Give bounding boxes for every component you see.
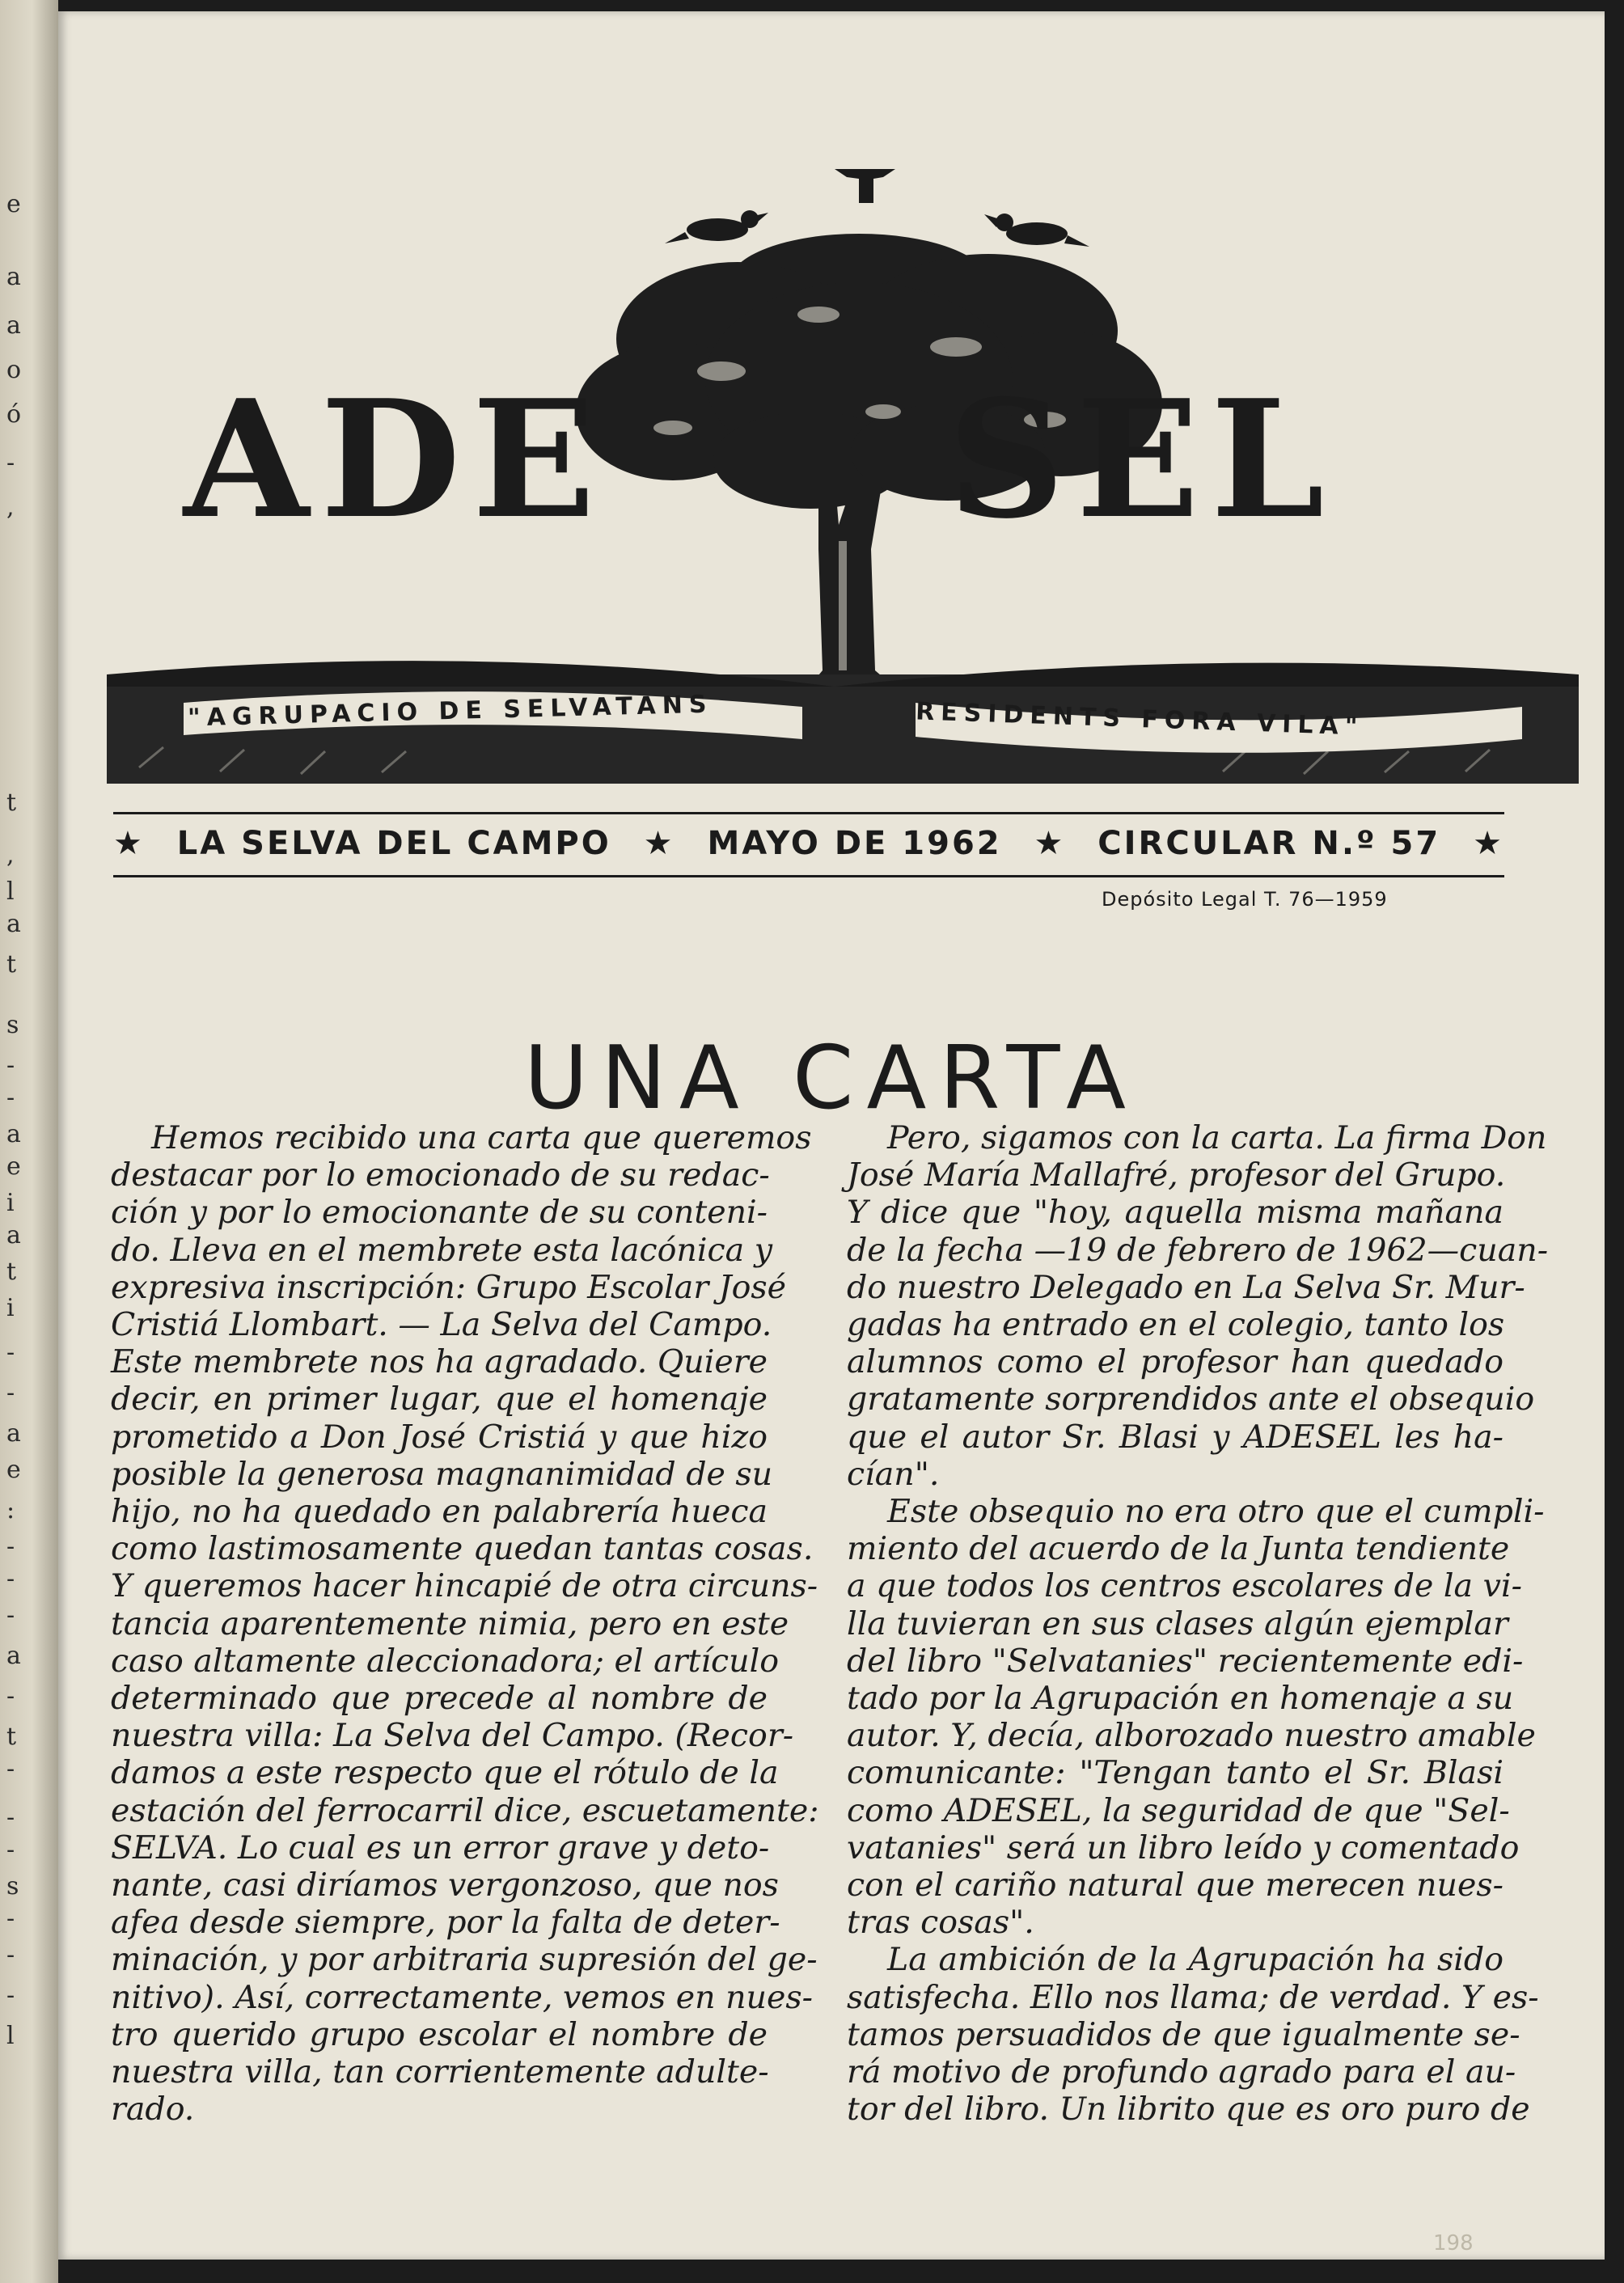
spine-letter: - bbox=[6, 1084, 15, 1112]
text-line: expresiva inscripción: Grupo Escolar José bbox=[111, 1268, 787, 1306]
star-icon: ★ bbox=[1034, 825, 1066, 862]
text-line: como ADESEL, la seguridad de que "Sel- bbox=[847, 1791, 1510, 1829]
article-title: UNA CARTA bbox=[524, 1028, 1139, 1130]
text-line: do. Lleva en el membrete esta lacónica y bbox=[111, 1231, 773, 1269]
text-line: autor. Y, decía, alborozado nuestro amable bbox=[847, 1717, 1536, 1755]
deposito-legal: Depósito Legal T. 76—1959 bbox=[1102, 888, 1388, 911]
spine-letter: e bbox=[6, 1152, 21, 1181]
spine-letter: t bbox=[6, 788, 17, 817]
text-line: damos a este respecto que el rótulo de la bbox=[111, 1754, 779, 1792]
text-line: como lastimosamente quedan tantas cosas. bbox=[111, 1530, 814, 1568]
text-line: Este obsequio no era otro que el cumpli- bbox=[887, 1493, 1545, 1531]
text-line: satisfecha. Ello nos llama; de verdad. Y es- bbox=[847, 1978, 1539, 2016]
text-line: cían". bbox=[847, 1455, 940, 1493]
spine-letter: - bbox=[6, 449, 15, 477]
text-line: nitivo). Así, correctamente, vemos en nues- bbox=[111, 1978, 813, 2016]
spine-letter: a bbox=[6, 1642, 21, 1670]
text-line: destacar por lo emocionado de su redac- bbox=[111, 1156, 770, 1194]
spine-letter: - bbox=[6, 1533, 15, 1561]
text-line: afea desde siempre, por la falta de deter- bbox=[111, 1904, 780, 1942]
text-line: Y dice que "hoy, aquella misma mañana bbox=[847, 1194, 1503, 1232]
tree-trunk bbox=[802, 476, 903, 695]
band-text-left: "AGRUPACIO DE SELVATANS bbox=[187, 690, 713, 733]
spine-letter: e bbox=[6, 190, 21, 218]
text-line: tor del libro. Un librito que es oro puro de bbox=[847, 2091, 1530, 2129]
text-line: nante, casi diríamos vergonzoso, que nos bbox=[111, 1867, 779, 1905]
spine-letter: : bbox=[6, 1496, 15, 1524]
text-line: miento del acuerdo de la Junta tendiente bbox=[847, 1530, 1510, 1568]
spine-letter: - bbox=[6, 1905, 15, 1933]
spine-letter: - bbox=[6, 1682, 15, 1710]
text-line: que el autor Sr. Blasi y ADESEL les ha- bbox=[847, 1418, 1503, 1456]
masthead-rule-bottom bbox=[113, 875, 1504, 877]
spine-letter: l bbox=[6, 2022, 15, 2050]
text-line: nuestra villa: La Selva del Campo. (Recor- bbox=[111, 1717, 794, 1755]
text-line: Este membrete nos ha agradado. Quiere bbox=[111, 1343, 768, 1381]
text-line: tro querido grupo escolar el nombre de bbox=[111, 2015, 768, 2053]
text-line: caso altamente aleccionadora; el artículo bbox=[111, 1642, 780, 1680]
spine-letter: a bbox=[6, 311, 21, 340]
page-number: 198 bbox=[1433, 2231, 1474, 2256]
spine-letter: a bbox=[6, 1221, 21, 1249]
text-line: determinado que precede al nombre de bbox=[111, 1680, 768, 1718]
adjacent-page-text bbox=[0, 0, 32, 2283]
text-line: Y queremos hacer hincapié de otra circuns- bbox=[111, 1567, 818, 1605]
spine-letter: - bbox=[6, 1981, 15, 2010]
article-right-column bbox=[847, 1119, 1549, 2129]
wordmark-right: SEL bbox=[948, 365, 1336, 555]
text-line: José María Mallafré, profesor del Grupo. bbox=[847, 1156, 1506, 1194]
spine-letter: - bbox=[6, 1755, 15, 1783]
article-left-column bbox=[111, 1119, 819, 2129]
star-icon: ★ bbox=[1473, 825, 1504, 862]
masthead-place: LA SELVA DEL CAMPO bbox=[176, 825, 611, 862]
star-icon: ★ bbox=[113, 825, 145, 862]
spine-letter: - bbox=[6, 1051, 15, 1080]
text-line: alumnos como el profesor han quedado bbox=[847, 1343, 1503, 1381]
text-line: rado. bbox=[111, 2091, 195, 2129]
masthead-rule-top bbox=[113, 812, 1504, 814]
masthead-circular: CIRCULAR N.º 57 bbox=[1097, 825, 1441, 862]
text-line: tado por la Agrupación en homenaje a su bbox=[847, 1680, 1514, 1718]
text-line: prometido a Don José Cristiá y que hizo bbox=[111, 1418, 768, 1456]
bird-right-icon bbox=[984, 214, 1089, 247]
text-line: estación del ferrocarril dice, escuetamente: bbox=[111, 1791, 819, 1829]
masthead-bar bbox=[113, 815, 1504, 872]
newsletter-page bbox=[58, 11, 1605, 2260]
text-line: gratamente sorprendidos ante el obsequio bbox=[847, 1380, 1535, 1418]
paragraph bbox=[847, 1493, 1545, 1942]
paragraph bbox=[847, 1119, 1549, 1493]
spine-letter: - bbox=[6, 1836, 15, 1864]
spine-letter: - bbox=[6, 1565, 15, 1593]
text-line: La ambición de la Agrupación ha sido bbox=[887, 1941, 1503, 1979]
adjacent-page-edge bbox=[0, 0, 58, 2283]
spine-letter: - bbox=[6, 1941, 15, 1969]
spine-letter: - bbox=[6, 1803, 15, 1832]
text-line: Pero, sigamos con la carta. La firma Don bbox=[887, 1119, 1547, 1156]
spine-letter: s bbox=[6, 1011, 19, 1039]
text-line: tancia aparentemente nimia, pero en este bbox=[111, 1604, 789, 1642]
spine-letter: , bbox=[6, 841, 15, 869]
text-line: nuestra villa, tan corrientemente adulte- bbox=[111, 2053, 769, 2091]
bird-left-icon bbox=[665, 210, 768, 243]
text-line: con el cariño natural que merecen nues- bbox=[847, 1867, 1503, 1905]
text-line: tras cosas". bbox=[847, 1904, 1034, 1942]
spine-letter: - bbox=[6, 1601, 15, 1630]
spine-letter: e bbox=[6, 1456, 21, 1484]
spine-letter: t bbox=[6, 1723, 17, 1751]
text-line: minación, y por arbitraria supresión del ge- bbox=[111, 1941, 818, 1979]
spine-letter: t bbox=[6, 1258, 17, 1286]
band-text-right: RESIDENTS FORA VILA" bbox=[915, 697, 1364, 742]
text-line: ción y por lo emocionante de su conteni- bbox=[111, 1194, 768, 1232]
text-line: do nuestro Delegado en La Selva Sr. Mur- bbox=[847, 1268, 1525, 1306]
text-line: tamos persuadidos de que igualmente se- bbox=[847, 2015, 1520, 2053]
text-line: SELVA. Lo cual es un error grave y deto- bbox=[111, 1829, 770, 1867]
spine-letter: a bbox=[6, 1120, 21, 1148]
text-line: del libro "Selvatanies" recientemente edi- bbox=[847, 1642, 1524, 1680]
text-line: posible la generosa magnanimidad de su bbox=[111, 1455, 773, 1493]
text-line: a que todos los centros escolares de la vi- bbox=[847, 1567, 1522, 1605]
star-icon: ★ bbox=[643, 825, 675, 862]
text-line: rá motivo de profundo agrado para el au- bbox=[847, 2053, 1516, 2091]
spine-letter: i bbox=[6, 1294, 15, 1322]
text-line: hijo, no ha quedado en palabrería hueca bbox=[111, 1493, 768, 1531]
text-line: de la fecha —19 de febrero de 1962—cuan- bbox=[847, 1231, 1549, 1269]
spine-letter: , bbox=[6, 493, 15, 522]
text-line: lla tuvieran en sus clases algún ejemplar bbox=[847, 1604, 1508, 1642]
masthead-date: MAYO DE 1962 bbox=[707, 825, 1002, 862]
spine-letter: ó bbox=[6, 400, 22, 429]
spine-letter: s bbox=[6, 1872, 19, 1900]
text-line: vatanies" será un libro leído y comentado bbox=[847, 1829, 1520, 1867]
spine-letter: i bbox=[6, 1189, 15, 1217]
spine-letter: a bbox=[6, 910, 21, 938]
text-line: comunicante: "Tengan tanto el Sr. Blasi bbox=[847, 1754, 1503, 1792]
paragraph bbox=[111, 1119, 819, 2129]
text-line: decir, en primer lugar, que el homenaje bbox=[111, 1380, 768, 1418]
spine-letter: - bbox=[6, 1338, 15, 1367]
cross-icon bbox=[835, 169, 895, 203]
text-line: Cristiá Llombart. — La Selva del Campo. bbox=[111, 1306, 772, 1344]
wordmark-left: ADE bbox=[184, 365, 607, 555]
spine-letter: a bbox=[6, 263, 21, 291]
spine-letter: a bbox=[6, 1419, 21, 1448]
spine-letter: o bbox=[6, 356, 22, 384]
paragraph bbox=[847, 1941, 1539, 2129]
text-line: Hemos recibido una carta que queremos bbox=[151, 1119, 812, 1156]
spine-letter: t bbox=[6, 950, 17, 979]
text-line: gadas ha entrado en el colegio, tanto los bbox=[847, 1306, 1505, 1344]
spine-letter: l bbox=[6, 877, 15, 906]
spine-letter: - bbox=[6, 1379, 15, 1407]
